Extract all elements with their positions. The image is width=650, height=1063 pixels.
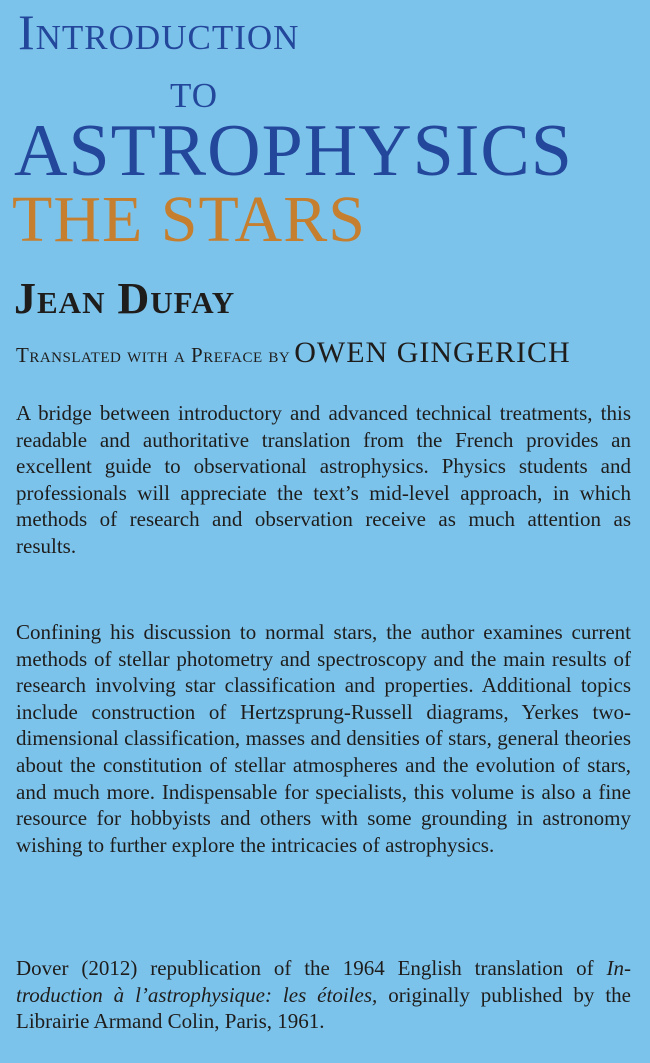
- description-paragraph-2: Confining his discussion to normal stars, the author examines current methods of stellar photometry and spectroscopy and the main results of research involving star classification and properties. Additional topics include construction of Hertzsprung-Russell diagrams, Yerkes two-dimensional classification, masses and densities of stars, general theories about the constitution of stellar atmospheres and the evolution of stars, and much more. Indispensable for specialists, this volume is also a fine resource for hobbyists and others with some grounding in astronomy wishing to further explore the intricacies of astrophysics.: [16, 620, 631, 857]
- translator-name: OWEN GINGERICH: [294, 336, 571, 369]
- publication-note-end: originally published by the Librairie Armand Colin, Paris, 1961.: [16, 982, 631, 1034]
- publication-note-start: Dover (2012) republication of the 1964 English translation of: [16, 956, 607, 980]
- title-introduction: Introduction: [18, 4, 300, 60]
- author-name: Jean Dufay: [14, 274, 236, 323]
- publication-note: [16, 955, 631, 1035]
- translator-credit: [16, 336, 571, 370]
- title-astrophysics: ASTROPHYSICS: [14, 110, 573, 192]
- description-paragraph-1: A bridge between introductory and advanced technical treatments, this readable and authoritative translation from the French provides an excellent guide to observational astrophysics. Physics students and professionals will appreciate the text’s mid-level approach, in which methods of research and observation receive as much attention as results.: [16, 401, 631, 558]
- original-title: Introduction à l’astrophysique: les étoiles,: [16, 956, 631, 1007]
- title-to: to: [170, 62, 219, 118]
- title-the-stars: THE STARS: [12, 183, 366, 256]
- translator-lead: Translated with a Preface by: [16, 343, 291, 367]
